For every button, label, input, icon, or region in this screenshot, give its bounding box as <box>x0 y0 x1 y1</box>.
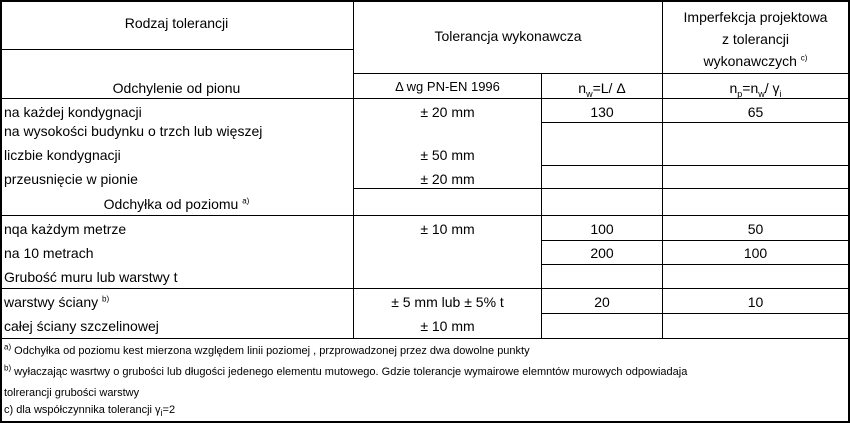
footnote-b-line2: tolrerancji grubości warstwy <box>4 387 140 399</box>
row-np: 65 <box>747 104 764 120</box>
row-label: warstwy ściany $^{b)}$ <box>4 294 110 310</box>
header-nw-formula: $n_w=L/$ Δ <box>578 80 626 99</box>
hline-header-mid <box>0 49 354 50</box>
header-imperfekcja-line2: z tolerancji <box>722 31 789 47</box>
section-odchylka-od-poziomu: Odchyłka od poziomu $^{a)}$ <box>103 196 250 212</box>
hline-r3 <box>353 188 848 189</box>
footnote-b-line1: $^{b)}$ wyłaczając wasrtwy o grubości lub długości jedenego elementu mutowego. Gdzie tolerancje wymairowe elemntów murowych odpowiadaja <box>4 363 688 378</box>
row-nw: 130 <box>590 104 614 120</box>
border-top <box>0 0 850 2</box>
header-delta-pn-en: Δ wg PN-EN 1996 <box>395 79 500 94</box>
row-tolerance: ± 10 mm <box>420 318 475 334</box>
hline-r5 <box>541 264 848 265</box>
hline-table-bottom <box>0 338 850 339</box>
row-label: na 10 metrach <box>4 245 94 261</box>
row-np: 10 <box>747 294 764 310</box>
hline-r6 <box>0 288 850 289</box>
header-odchylenie-od-pionu: Odchylenie od pionu <box>112 80 241 96</box>
row-np: 50 <box>747 221 764 237</box>
row-label: nqa każdym metrze <box>4 221 127 237</box>
header-rodzaj-tolerancji: Rodzaj tolerancji <box>124 15 229 31</box>
row-label: całej ściany szczelinowej <box>4 318 159 334</box>
footnote-a: $^{a)}$ Odchyłka od poziomu kest mierzona względem linii poziomej , przprowadzonej przez dwa dowolne punkty <box>4 342 530 357</box>
header-imperfekcja-line3: wykonawczych $^{c)}$ <box>703 53 808 69</box>
hline-r1 <box>541 122 848 123</box>
row-label: Grubość muru lub warstwy t <box>4 269 178 285</box>
row-nw: 20 <box>594 294 610 310</box>
hline-header-bottom <box>0 98 850 99</box>
hline-r7 <box>541 313 848 314</box>
footnote-c: c) dla współczynnika tolerancji $\gamma_i=2$ <box>4 404 176 419</box>
hline-section2 <box>0 215 850 216</box>
header-np-formula: $n_p=n_w/$ $\gamma_i$ <box>729 80 782 99</box>
row-tolerance: ± 5 mm lub ± 5% t <box>391 294 504 310</box>
row-tolerance: ± 10 mm <box>420 221 475 237</box>
hline-subheader <box>354 73 848 74</box>
row-label: na każdej kondygnacji <box>4 104 142 120</box>
header-tolerancja-wykonawcza: Tolerancja wykonawcza <box>434 28 582 44</box>
row-nw: 200 <box>590 245 614 261</box>
row-nw: 100 <box>590 221 614 237</box>
header-imperfekcja-line1: Imperfekcja projektowa <box>683 9 828 25</box>
hline-r4 <box>541 240 848 241</box>
row-tolerance: ± 20 mm <box>420 171 475 187</box>
row-label: przeusnięcie w pionie <box>4 171 138 187</box>
row-tolerance: ± 50 mm <box>420 147 475 163</box>
row-label: liczbie kondygnacji <box>4 147 121 163</box>
row-tolerance: ± 20 mm <box>420 104 475 120</box>
row-label: na wysokości budynku o trzch lub więszej <box>4 123 263 139</box>
row-np: 100 <box>743 245 768 261</box>
hline-r2 <box>541 165 848 166</box>
